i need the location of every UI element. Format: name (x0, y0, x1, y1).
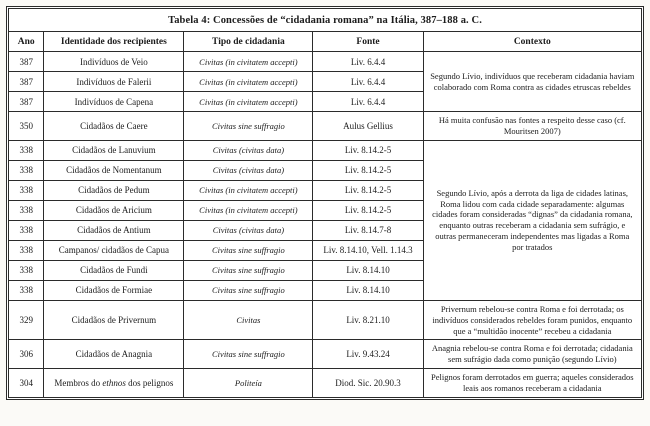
context-cell: Segundo Lívio, indivíduos que receberam cidadania haviam colaborado com Roma contra as cidades etruscas rebeldes (423, 52, 641, 112)
citizenship-type-cell: Civitas sine suffragio (184, 340, 313, 369)
column-header-tipo: Tipo de cidadania (184, 32, 313, 52)
citizenship-type-cell: Civitas (civitas data) (184, 140, 313, 160)
recipient-cell: Cidadãos de Formiae (44, 280, 184, 300)
context-cell: Anagnia rebelou-se contra Roma e foi derrotada; cidadania sem sufrágio dada como punição (segundo Lívio) (423, 340, 641, 369)
source-cell: Liv. 9.43.24 (313, 340, 423, 369)
citizenship-type-cell: Civitas (in civitatem accepti) (184, 52, 313, 72)
table-body (9, 52, 642, 398)
year-cell: 338 (9, 160, 44, 180)
table-row (9, 300, 642, 340)
source-cell: Liv. 8.14.10 (313, 280, 423, 300)
column-header-contexto: Contexto (423, 32, 641, 52)
source-cell: Liv. 8.14.2-5 (313, 160, 423, 180)
title-row (9, 9, 642, 32)
year-cell: 338 (9, 180, 44, 200)
table-row (9, 112, 642, 141)
year-cell: 387 (9, 92, 44, 112)
context-cell: Pelignos foram derrotados em guerra; aqueles considerados leais aos romanos receberam a cidadania (423, 369, 641, 398)
source-cell: Liv. 8.14.10, Vell. 1.14.3 (313, 240, 423, 260)
source-cell: Liv. 6.4.4 (313, 52, 423, 72)
source-cell: Liv. 8.14.2-5 (313, 180, 423, 200)
recipient-cell: Indivíduos de Veio (44, 52, 184, 72)
year-cell: 338 (9, 200, 44, 220)
recipient-text: Membros do (54, 378, 103, 388)
citizenship-type-cell: Civitas sine suffragio (184, 260, 313, 280)
citizenship-type-cell: Civitas (in civitatem accepti) (184, 180, 313, 200)
citizenship-type-cell: Civitas (in civitatem accepti) (184, 72, 313, 92)
table-row (9, 140, 642, 160)
citizenship-type-cell: Civitas sine suffragio (184, 112, 313, 141)
concessions-table (8, 8, 642, 398)
recipient-cell: Indivíduos de Falerii (44, 72, 184, 92)
year-cell: 387 (9, 72, 44, 92)
source-cell: Liv. 8.14.2-5 (313, 140, 423, 160)
recipient-cell: Indivíduos de Capena (44, 92, 184, 112)
year-cell: 387 (9, 52, 44, 72)
year-cell: 329 (9, 300, 44, 340)
source-cell: Liv. 8.21.10 (313, 300, 423, 340)
year-cell: 306 (9, 340, 44, 369)
recipient-cell: Cidadãos de Pedum (44, 180, 184, 200)
year-cell: 338 (9, 280, 44, 300)
recipient-cell: Cidadãos de Nomentanum (44, 160, 184, 180)
recipient-cell: Cidadãos de Privernum (44, 300, 184, 340)
table-title: Tabela 4: Concessões de “cidadania romana” na Itália, 387–188 a. C. (9, 9, 642, 32)
citizenship-type-cell: Civitas (in civitatem accepti) (184, 92, 313, 112)
year-cell: 338 (9, 140, 44, 160)
column-header-fonte: Fonte (313, 32, 423, 52)
source-cell: Liv. 6.4.4 (313, 92, 423, 112)
recipient-cell: Cidadãos de Caere (44, 112, 184, 141)
recipient-cell: Cidadãos de Aricium (44, 200, 184, 220)
year-cell: 304 (9, 369, 44, 398)
table-frame (6, 6, 644, 400)
header-row (9, 32, 642, 52)
citizenship-type-cell: Civitas (civitas data) (184, 220, 313, 240)
citizenship-type-cell: Civitas (in civitatem accepti) (184, 200, 313, 220)
context-cell: Há muita confusão nas fontes a respeito desse caso (cf. Mouritsen 2007) (423, 112, 641, 141)
recipient-cell: Cidadãos de Anagnia (44, 340, 184, 369)
table-row (9, 340, 642, 369)
context-cell: Segundo Lívio, após a derrota da liga de cidades latinas, Roma lidou com cada cidade separadamente: algumas cidades foram consideradas “dignas” da cidadania romana, enquanto outras receberam a cidadania sem sufrágio, e outras permaneceram independentes mas ligadas a Roma por tratados (423, 140, 641, 300)
citizenship-type-cell: Civitas (civitas data) (184, 160, 313, 180)
column-header-identidade: Identidade dos recipientes (44, 32, 184, 52)
source-cell: Liv. 6.4.4 (313, 72, 423, 92)
table-row (9, 369, 642, 398)
recipient-cell (44, 369, 184, 398)
year-cell: 338 (9, 220, 44, 240)
citizenship-type-cell: Politeía (184, 369, 313, 398)
year-cell: 338 (9, 260, 44, 280)
recipient-cell: Campanos/ cidadãos de Capua (44, 240, 184, 260)
table-row (9, 52, 642, 72)
column-header-ano: Ano (9, 32, 44, 52)
source-cell: Diod. Sic. 20.90.3 (313, 369, 423, 398)
source-cell: Liv. 8.14.2-5 (313, 200, 423, 220)
source-cell: Aulus Gellius (313, 112, 423, 141)
year-cell: 338 (9, 240, 44, 260)
citizenship-type-cell: Civitas sine suffragio (184, 280, 313, 300)
year-cell: 350 (9, 112, 44, 141)
citizenship-type-cell: Civitas (184, 300, 313, 340)
recipient-text: ethnos (102, 378, 126, 388)
recipient-cell: Cidadãos de Antium (44, 220, 184, 240)
source-cell: Liv. 8.14.10 (313, 260, 423, 280)
context-cell: Privernum rebelou-se contra Roma e foi derrotada; os indivíduos considerados rebeldes foram punidos, enquanto que a “multidão inocente” recebeu a cidadania (423, 300, 641, 340)
recipient-cell: Cidadãos de Lanuvium (44, 140, 184, 160)
source-cell: Liv. 8.14.7-8 (313, 220, 423, 240)
citizenship-type-cell: Civitas sine suffragio (184, 240, 313, 260)
recipient-cell: Cidadãos de Fundi (44, 260, 184, 280)
recipient-text: dos pelignos (125, 378, 174, 388)
